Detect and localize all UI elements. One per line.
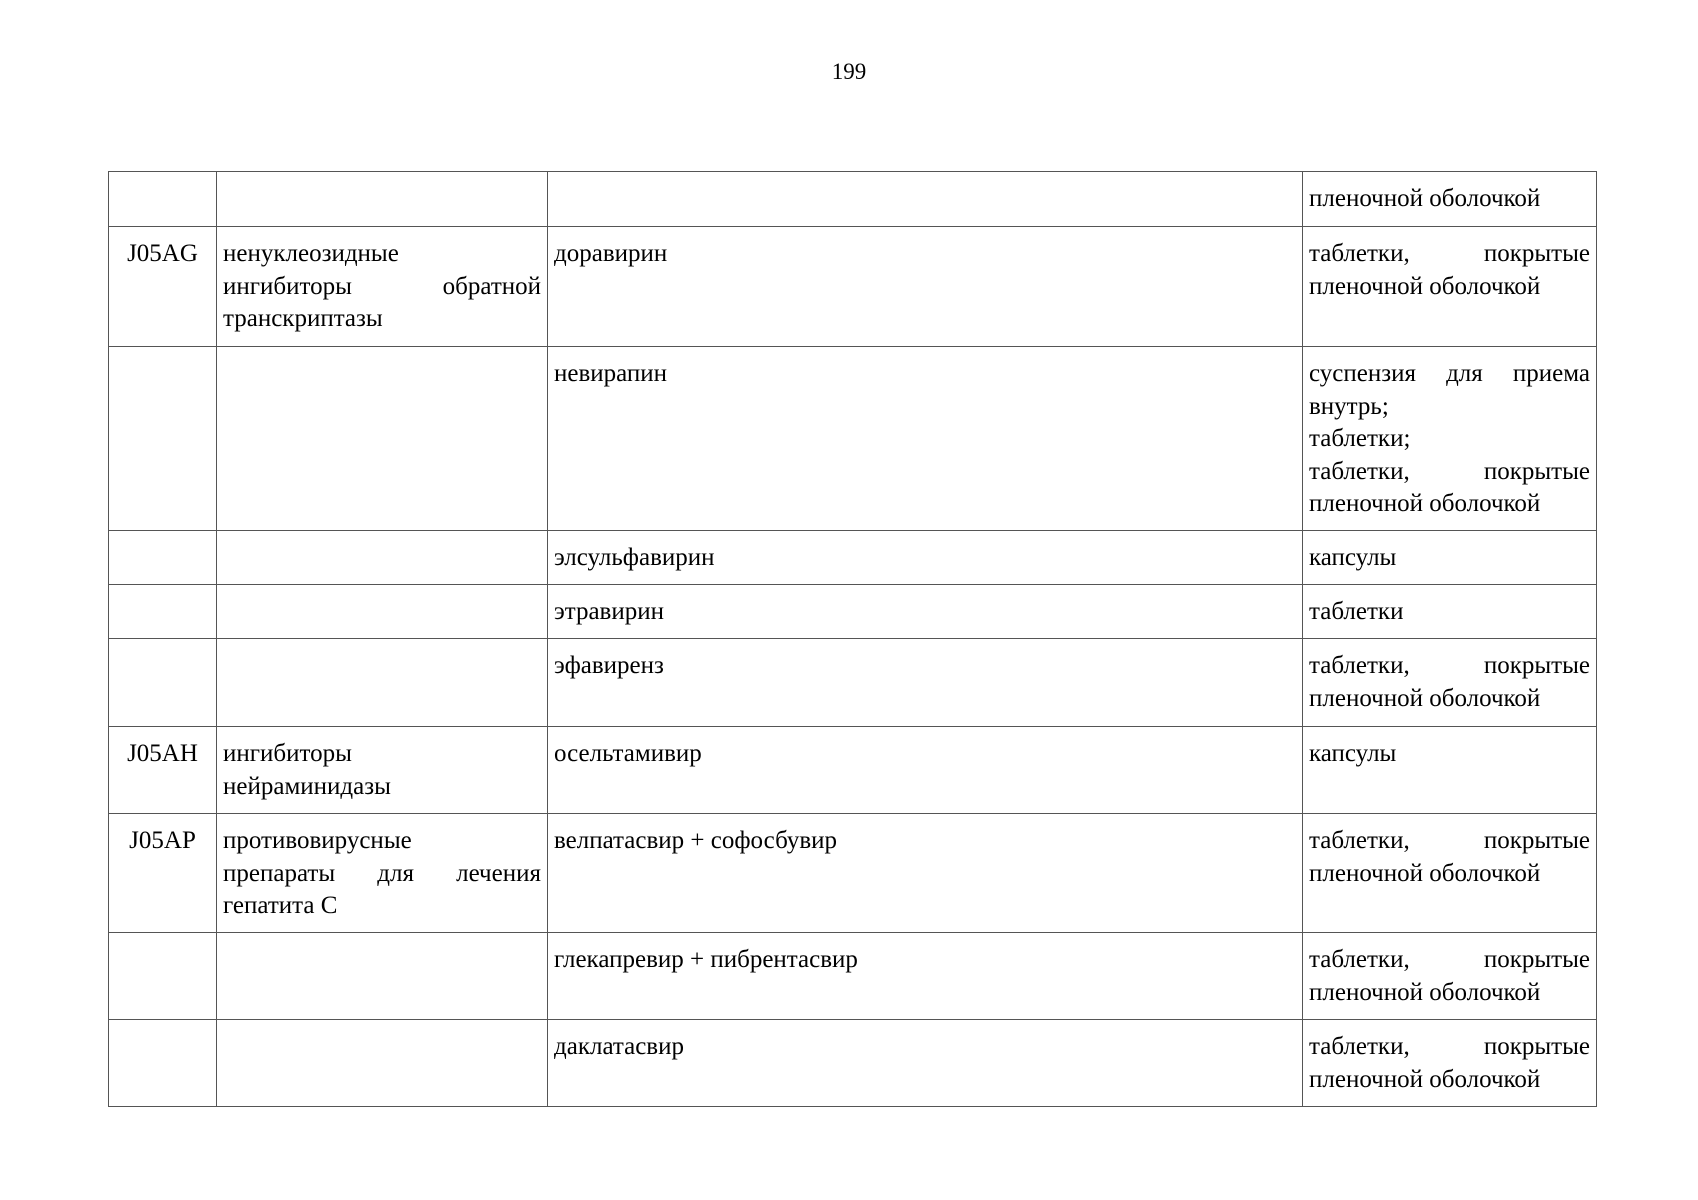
drug-name-cell: элсульфавирин (548, 531, 1303, 585)
dosage-form-line: пленочной оболочкой (1309, 185, 1541, 212)
dosage-form-cell (1303, 639, 1597, 727)
group-line: гепатита С (223, 892, 338, 919)
group-cell (217, 172, 548, 227)
group-cell (217, 639, 548, 727)
dosage-form-cell (1303, 172, 1597, 227)
dosage-form-cell (1303, 531, 1597, 585)
table-row (109, 1020, 1597, 1107)
dosage-form-line: таблетки; (1309, 425, 1411, 452)
table-row (109, 585, 1597, 639)
table-row (109, 531, 1597, 585)
dosage-form-line: таблетки, покрытые (1309, 240, 1590, 267)
dosage-form-line: пленочной оболочкой (1309, 272, 1541, 300)
dosage-form-line: пленочной оболочкой (1309, 490, 1541, 517)
table-row (109, 172, 1597, 227)
dosage-form-line: капсулы (1309, 544, 1397, 571)
dosage-form-cell (1303, 727, 1597, 814)
group-cell (217, 531, 548, 585)
dosage-form-line: суспензия для приема (1309, 360, 1590, 387)
drug-table (108, 171, 1597, 1107)
atc-code-cell: J05AH (109, 727, 217, 814)
group-line: ненуклеозидные (223, 240, 399, 267)
drug-name-cell (548, 172, 1303, 227)
atc-code-cell (109, 933, 217, 1020)
drug-name-cell: невирапин (548, 347, 1303, 531)
group-line: препараты для лечения (223, 859, 541, 887)
table-row (109, 347, 1597, 531)
dosage-form-cell (1303, 933, 1597, 1020)
dosage-form-cell (1303, 227, 1597, 347)
dosage-form-cell (1303, 347, 1597, 531)
dosage-form-line: таблетки, покрытые (1309, 946, 1590, 973)
dosage-form-line: капсулы (1309, 740, 1397, 767)
dosage-form-line: внутрь; (1309, 392, 1389, 420)
group-cell (217, 347, 548, 531)
dosage-form-line: пленочной оболочкой (1309, 1065, 1541, 1093)
dosage-form-cell (1303, 585, 1597, 639)
group-cell (217, 227, 548, 347)
atc-code-cell: J05AP (109, 814, 217, 933)
drug-name-cell: даклатасвир (548, 1020, 1303, 1107)
drug-name-cell: доравирин (548, 227, 1303, 347)
table-row (109, 727, 1597, 814)
table-row (109, 814, 1597, 933)
atc-code-cell (109, 347, 217, 531)
group-line: транскриптазы (223, 305, 383, 332)
page-number: 199 (831, 59, 867, 84)
drug-name-cell: осельтамивир (548, 727, 1303, 814)
atc-code-cell (109, 1020, 217, 1107)
group-line: противовирусные (223, 827, 412, 854)
group-cell (217, 814, 548, 933)
table-row (109, 227, 1597, 347)
dosage-form-line: пленочной оболочкой (1309, 859, 1541, 887)
group-line: ингибиторы обратной (223, 272, 541, 300)
table-row (109, 933, 1597, 1020)
group-cell (217, 933, 548, 1020)
atc-code-cell (109, 172, 217, 227)
group-cell (217, 727, 548, 814)
dosage-form-cell (1303, 1020, 1597, 1107)
drug-name-cell: этравирин (548, 585, 1303, 639)
group-cell (217, 585, 548, 639)
atc-code-cell (109, 639, 217, 727)
group-line: нейраминидазы (223, 772, 391, 800)
group-line: ингибиторы (223, 740, 352, 767)
drug-name-cell: велпатасвир + софосбувир (548, 814, 1303, 933)
atc-code-cell: J05AG (109, 227, 217, 347)
dosage-form-line: таблетки, покрытые (1309, 652, 1590, 679)
drug-name-cell: глекапревир + пибрентасвир (548, 933, 1303, 1020)
dosage-form-line: таблетки, покрытые (1309, 827, 1590, 854)
dosage-form-line: таблетки, покрытые (1309, 1033, 1590, 1060)
dosage-form-cell (1303, 814, 1597, 933)
atc-code-cell (109, 585, 217, 639)
dosage-form-line: пленочной оболочкой (1309, 978, 1541, 1006)
dosage-form-line: таблетки (1309, 598, 1404, 625)
atc-code-cell (109, 531, 217, 585)
drug-name-cell: эфавиренз (548, 639, 1303, 727)
dosage-form-line: пленочной оболочкой (1309, 684, 1541, 712)
dosage-form-line: таблетки, покрытые (1309, 457, 1590, 485)
table-row (109, 639, 1597, 727)
group-cell (217, 1020, 548, 1107)
